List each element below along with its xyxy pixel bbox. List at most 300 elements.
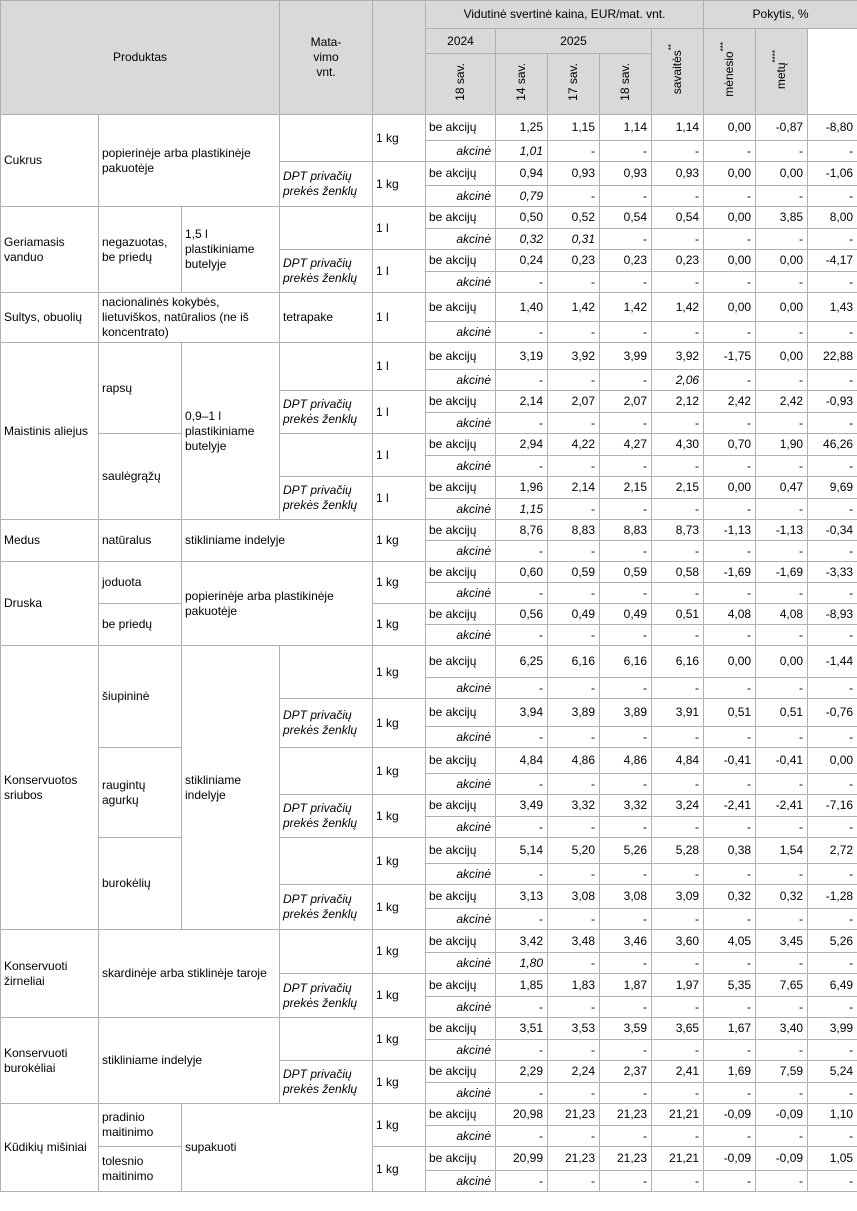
value-cell: - <box>808 864 857 885</box>
table-row-regular <box>1 115 857 141</box>
value-cell: 3,85 <box>756 207 808 229</box>
header-change-month: mėnesio*** <box>704 29 756 115</box>
value-cell: - <box>652 272 704 293</box>
desc-sriubos-pack: stikliniame indelyje <box>182 646 280 930</box>
value-cell: - <box>756 1171 808 1192</box>
value-cell: -2,41 <box>756 795 808 817</box>
value-cell: 0,00 <box>704 162 756 186</box>
value-cell: -1,13 <box>704 520 756 541</box>
value-cell: - <box>652 229 704 250</box>
price-type-promo: akcinė <box>426 186 496 207</box>
value-cell: - <box>808 141 857 162</box>
unit: 1 kg <box>373 748 426 795</box>
value-cell: 4,86 <box>600 748 652 774</box>
value-cell: 1,14 <box>652 115 704 141</box>
desc-joduota: joduota <box>99 562 182 604</box>
value-cell: - <box>496 997 548 1018</box>
value-cell: - <box>756 817 808 838</box>
price-type-regular: be akcijų <box>426 162 496 186</box>
value-cell: 0,93 <box>548 162 600 186</box>
value-cell: 8,83 <box>548 520 600 541</box>
value-cell: -0,41 <box>704 748 756 774</box>
price-type-promo: akcinė <box>426 456 496 477</box>
value-cell: 3,08 <box>548 885 600 909</box>
value-cell: 0,93 <box>600 162 652 186</box>
table-row-regular <box>1 293 857 322</box>
value-cell: - <box>704 727 756 748</box>
value-cell: 0,94 <box>496 162 548 186</box>
value-cell: 0,51 <box>704 699 756 727</box>
unit: 1 kg <box>373 795 426 838</box>
value-cell: - <box>704 456 756 477</box>
value-cell: - <box>600 186 652 207</box>
unit: 1 kg <box>373 562 426 604</box>
value-cell: 3,48 <box>548 930 600 953</box>
table-row-regular <box>1 562 857 583</box>
value-cell: - <box>808 272 857 293</box>
value-cell: - <box>600 817 652 838</box>
desc-medus-b: stikliniame indelyje <box>182 520 373 562</box>
value-cell: -1,69 <box>704 562 756 583</box>
value-cell: -0,09 <box>756 1147 808 1171</box>
table-row-regular <box>1 646 857 678</box>
value-cell: 3,92 <box>548 343 600 370</box>
value-cell: - <box>548 499 600 520</box>
value-cell: - <box>548 625 600 646</box>
value-cell: 0,38 <box>704 838 756 864</box>
value-cell: 0,00 <box>756 343 808 370</box>
price-type-promo: akcinė <box>426 909 496 930</box>
unit: 1 l <box>373 250 426 293</box>
price-type-promo: akcinė <box>426 322 496 343</box>
value-cell: - <box>808 456 857 477</box>
value-cell: - <box>600 678 652 699</box>
price-type-regular: be akcijų <box>426 207 496 229</box>
price-type-regular: be akcijų <box>426 930 496 953</box>
price-type-promo: akcinė <box>426 229 496 250</box>
value-cell: - <box>652 1171 704 1192</box>
price-type-promo: akcinė <box>426 1083 496 1104</box>
value-cell: - <box>548 953 600 974</box>
value-cell: 2,41 <box>652 1061 704 1083</box>
value-cell: - <box>756 774 808 795</box>
unit: 1 kg <box>373 646 426 699</box>
value-cell: 1,01 <box>496 141 548 162</box>
value-cell: - <box>600 1040 652 1061</box>
value-cell: - <box>704 141 756 162</box>
unit: 1 kg <box>373 1104 426 1147</box>
value-cell: 3,60 <box>652 930 704 953</box>
value-cell: - <box>652 678 704 699</box>
desc-tolesnio: tolesnio maitinimo <box>99 1147 182 1192</box>
value-cell: - <box>548 141 600 162</box>
value-cell: -0,87 <box>756 115 808 141</box>
value-cell: -0,09 <box>756 1104 808 1126</box>
value-cell: 4,27 <box>600 434 652 456</box>
value-cell: - <box>600 322 652 343</box>
value-cell: - <box>496 864 548 885</box>
value-cell: 6,16 <box>600 646 652 678</box>
value-cell: 3,91 <box>652 699 704 727</box>
value-cell: 0,23 <box>600 250 652 272</box>
value-cell: 0,52 <box>548 207 600 229</box>
price-type-regular: be akcijų <box>426 293 496 322</box>
value-cell: - <box>704 229 756 250</box>
price-type-regular: be akcijų <box>426 391 496 413</box>
value-cell: 0,32 <box>704 885 756 909</box>
table-row-regular <box>1 604 857 625</box>
value-cell: 22,88 <box>808 343 857 370</box>
value-cell: 3,46 <box>600 930 652 953</box>
value-cell: - <box>652 322 704 343</box>
value-cell: 0,00 <box>704 115 756 141</box>
value-cell: - <box>808 953 857 974</box>
header-2024-wk18: 18 sav. <box>426 54 496 115</box>
value-cell: 5,26 <box>600 838 652 864</box>
value-cell: - <box>756 727 808 748</box>
value-cell: - <box>548 1171 600 1192</box>
value-cell: - <box>652 1083 704 1104</box>
desc-pradinio: pradinio maitinimo <box>99 1104 182 1147</box>
desc-vanduo-b: 1,5 l plastikiniame butelyje <box>182 207 280 293</box>
table-row-regular <box>1 520 857 541</box>
value-cell: - <box>704 413 756 434</box>
value-cell: 1,40 <box>496 293 548 322</box>
dpt-label: DPT privačių prekės ženklų <box>280 795 373 838</box>
value-cell: - <box>600 997 652 1018</box>
value-cell: 3,13 <box>496 885 548 909</box>
value-cell: - <box>808 229 857 250</box>
value-cell: 0,32 <box>496 229 548 250</box>
price-type-regular: be akcijų <box>426 1104 496 1126</box>
value-cell: -1,44 <box>808 646 857 678</box>
value-cell: 2,37 <box>600 1061 652 1083</box>
value-cell: 3,53 <box>548 1018 600 1040</box>
value-cell: 1,15 <box>548 115 600 141</box>
unit: 1 l <box>373 293 426 343</box>
value-cell: 5,26 <box>808 930 857 953</box>
value-cell: 1,05 <box>808 1147 857 1171</box>
value-cell: - <box>548 909 600 930</box>
value-cell: 0,00 <box>704 207 756 229</box>
price-type-regular: be akcijų <box>426 434 496 456</box>
price-type-promo: akcinė <box>426 413 496 434</box>
value-cell: 0,59 <box>548 562 600 583</box>
value-cell: 1,42 <box>548 293 600 322</box>
value-cell: 2,42 <box>756 391 808 413</box>
value-cell: - <box>704 186 756 207</box>
value-cell: 2,07 <box>600 391 652 413</box>
header-gap <box>373 1 426 115</box>
price-type-regular: be akcijų <box>426 115 496 141</box>
value-cell: - <box>808 625 857 646</box>
value-cell: 21,23 <box>600 1147 652 1171</box>
value-cell: 0,70 <box>704 434 756 456</box>
unit: 1 l <box>373 434 426 477</box>
value-cell: - <box>496 1083 548 1104</box>
header-product: Produktas <box>1 1 280 115</box>
value-cell: 0,51 <box>756 699 808 727</box>
value-cell: 0,00 <box>704 646 756 678</box>
value-cell: -8,93 <box>808 604 857 625</box>
value-cell: - <box>704 1040 756 1061</box>
price-type-regular: be akcijų <box>426 250 496 272</box>
value-cell: 3,24 <box>652 795 704 817</box>
value-cell: - <box>808 817 857 838</box>
price-type-regular: be akcijų <box>426 520 496 541</box>
value-cell: 3,08 <box>600 885 652 909</box>
value-cell: - <box>496 272 548 293</box>
value-cell: 5,28 <box>652 838 704 864</box>
value-cell: - <box>496 1171 548 1192</box>
value-cell: - <box>704 1083 756 1104</box>
value-cell: -4,17 <box>808 250 857 272</box>
value-cell: 0,23 <box>548 250 600 272</box>
value-cell: - <box>600 370 652 391</box>
value-cell: 1,85 <box>496 974 548 997</box>
value-cell: - <box>704 909 756 930</box>
value-cell: - <box>652 953 704 974</box>
value-cell: 8,76 <box>496 520 548 541</box>
value-cell: 0,31 <box>548 229 600 250</box>
value-cell: 21,23 <box>548 1147 600 1171</box>
value-cell: 21,23 <box>548 1104 600 1126</box>
value-cell: 2,42 <box>704 391 756 413</box>
product-aliejus: Maistinis aliejus <box>1 343 99 520</box>
value-cell: - <box>600 727 652 748</box>
value-cell: - <box>704 774 756 795</box>
price-type-promo: akcinė <box>426 583 496 604</box>
value-cell: - <box>756 953 808 974</box>
value-cell: 0,54 <box>600 207 652 229</box>
value-cell: - <box>808 541 857 562</box>
desc-aliejus-pack: 0,9–1 l plastikiniame butelyje <box>182 343 280 520</box>
value-cell: - <box>652 186 704 207</box>
value-cell: - <box>496 370 548 391</box>
price-type-promo: akcinė <box>426 997 496 1018</box>
value-cell: - <box>704 953 756 974</box>
value-cell: 3,32 <box>548 795 600 817</box>
value-cell: - <box>600 1126 652 1147</box>
value-cell: 7,59 <box>756 1061 808 1083</box>
table-row-regular <box>1 434 857 456</box>
table-header <box>1 1 857 115</box>
value-cell: - <box>808 678 857 699</box>
value-cell: 1,97 <box>652 974 704 997</box>
value-cell: 0,00 <box>756 250 808 272</box>
value-cell: 6,49 <box>808 974 857 997</box>
desc-burokeliu: burokėlių <box>99 838 182 930</box>
value-cell: - <box>808 1126 857 1147</box>
value-cell: 3,19 <box>496 343 548 370</box>
price-type-promo: akcinė <box>426 727 496 748</box>
value-cell: 1,42 <box>652 293 704 322</box>
value-cell: - <box>808 322 857 343</box>
value-cell: 3,45 <box>756 930 808 953</box>
value-cell: - <box>548 322 600 343</box>
value-cell: - <box>756 499 808 520</box>
value-cell: 3,32 <box>600 795 652 817</box>
price-type-promo: akcinė <box>426 272 496 293</box>
value-cell: 4,84 <box>652 748 704 774</box>
value-cell: - <box>496 727 548 748</box>
value-cell: - <box>704 864 756 885</box>
value-cell: 2,15 <box>652 477 704 499</box>
price-type-regular: be akcijų <box>426 1061 496 1083</box>
price-type-regular: be akcijų <box>426 343 496 370</box>
value-cell: 1,90 <box>756 434 808 456</box>
value-cell: 3,59 <box>600 1018 652 1040</box>
value-cell: - <box>652 774 704 795</box>
value-cell: - <box>756 678 808 699</box>
value-cell: 3,51 <box>496 1018 548 1040</box>
value-cell: -2,41 <box>704 795 756 817</box>
value-cell: - <box>496 322 548 343</box>
value-cell: - <box>548 774 600 795</box>
value-cell: 21,21 <box>652 1147 704 1171</box>
price-type-promo: akcinė <box>426 1040 496 1061</box>
desc-vanduo-a: negazuotas, be priedų <box>99 207 182 293</box>
value-cell: 1,42 <box>600 293 652 322</box>
price-type-regular: be akcijų <box>426 748 496 774</box>
header-unit: Mata- vimo vnt. <box>280 1 373 115</box>
price-type-regular: be akcijų <box>426 838 496 864</box>
value-cell: - <box>704 678 756 699</box>
value-cell: 0,60 <box>496 562 548 583</box>
unit: 1 kg <box>373 1018 426 1061</box>
value-cell: -1,69 <box>756 562 808 583</box>
value-cell: - <box>548 727 600 748</box>
table-row-regular <box>1 1018 857 1040</box>
value-cell: 6,16 <box>548 646 600 678</box>
value-cell: - <box>548 456 600 477</box>
value-cell: 2,15 <box>600 477 652 499</box>
value-cell: 1,14 <box>600 115 652 141</box>
value-cell: 46,26 <box>808 434 857 456</box>
value-cell: - <box>652 625 704 646</box>
value-cell: - <box>704 370 756 391</box>
dpt-label: DPT privačių prekės ženklų <box>280 477 373 520</box>
desc-zirneliai-pack: skardinėje arba stiklinėje taroje <box>99 930 280 1018</box>
desc-sultys-b: tetrapake <box>280 293 373 343</box>
desc-cukrus: popierinėje arba plastikinėje pakuotėje <box>99 115 280 207</box>
unit: 1 kg <box>373 1147 426 1192</box>
dpt-label: DPT privačių prekės ženklų <box>280 250 373 293</box>
value-cell: - <box>496 909 548 930</box>
value-cell: - <box>548 370 600 391</box>
value-cell: 9,69 <box>808 477 857 499</box>
value-cell: 3,42 <box>496 930 548 953</box>
value-cell: 0,59 <box>600 562 652 583</box>
value-cell: - <box>652 817 704 838</box>
dpt-label: DPT privačių prekės ženklų <box>280 885 373 930</box>
value-cell: 1,43 <box>808 293 857 322</box>
value-cell: 21,23 <box>600 1104 652 1126</box>
value-cell: 2,14 <box>496 391 548 413</box>
price-type-promo: akcinė <box>426 625 496 646</box>
value-cell: - <box>548 817 600 838</box>
unit: 1 kg <box>373 930 426 974</box>
unit: 1 l <box>373 391 426 434</box>
dpt-label: DPT privačių prekės ženklų <box>280 1061 373 1104</box>
table-body <box>1 115 857 1192</box>
value-cell: - <box>600 909 652 930</box>
value-cell: 0,00 <box>704 477 756 499</box>
price-type-regular: be akcijų <box>426 477 496 499</box>
value-cell: - <box>600 953 652 974</box>
value-cell: - <box>652 727 704 748</box>
dpt-empty <box>280 1018 373 1061</box>
value-cell: - <box>548 997 600 1018</box>
value-cell: 3,89 <box>600 699 652 727</box>
table-row-regular <box>1 1147 857 1171</box>
value-cell: 2,12 <box>652 391 704 413</box>
price-type-promo: akcinė <box>426 499 496 520</box>
value-cell: -0,09 <box>704 1104 756 1126</box>
table-row-regular <box>1 838 857 864</box>
dpt-empty <box>280 748 373 795</box>
value-cell: - <box>548 864 600 885</box>
value-cell: - <box>548 1126 600 1147</box>
price-type-regular: be akcijų <box>426 885 496 909</box>
table-row-regular <box>1 748 857 774</box>
value-cell: - <box>756 997 808 1018</box>
unit: 1 kg <box>373 838 426 885</box>
unit: 1 l <box>373 207 426 250</box>
value-cell: -1,06 <box>808 162 857 186</box>
value-cell: - <box>704 997 756 1018</box>
value-cell: - <box>652 583 704 604</box>
value-cell: - <box>756 1083 808 1104</box>
value-cell: - <box>756 370 808 391</box>
value-cell: 4,05 <box>704 930 756 953</box>
value-cell: - <box>600 1083 652 1104</box>
value-cell: - <box>652 909 704 930</box>
price-type-promo: akcinė <box>426 1171 496 1192</box>
value-cell: 0,00 <box>756 646 808 678</box>
value-cell: - <box>704 322 756 343</box>
value-cell: 1,10 <box>808 1104 857 1126</box>
product-burokeliai: Konservuoti burokėliai <box>1 1018 99 1104</box>
value-cell: - <box>496 456 548 477</box>
value-cell: - <box>808 370 857 391</box>
value-cell: - <box>652 864 704 885</box>
value-cell: - <box>756 322 808 343</box>
desc-druska-pack: popierinėje arba plastikinėje pakuotėje <box>182 562 373 646</box>
price-type-promo: akcinė <box>426 953 496 974</box>
value-cell: 0,47 <box>756 477 808 499</box>
price-type-regular: be akcijų <box>426 1147 496 1171</box>
price-type-promo: akcinė <box>426 774 496 795</box>
unit: 1 kg <box>373 699 426 748</box>
table-row-regular <box>1 1104 857 1126</box>
dpt-empty <box>280 930 373 974</box>
value-cell: 7,65 <box>756 974 808 997</box>
value-cell: -0,41 <box>756 748 808 774</box>
unit: 1 l <box>373 477 426 520</box>
value-cell: - <box>600 141 652 162</box>
unit: 1 kg <box>373 885 426 930</box>
value-cell: - <box>600 864 652 885</box>
price-type-regular: be akcijų <box>426 699 496 727</box>
product-sriubos: Konservuotos sriubos <box>1 646 99 930</box>
value-cell: - <box>652 541 704 562</box>
value-cell: - <box>808 1083 857 1104</box>
value-cell: - <box>600 229 652 250</box>
value-cell: - <box>704 583 756 604</box>
value-cell: 0,00 <box>756 293 808 322</box>
value-cell: -0,34 <box>808 520 857 541</box>
